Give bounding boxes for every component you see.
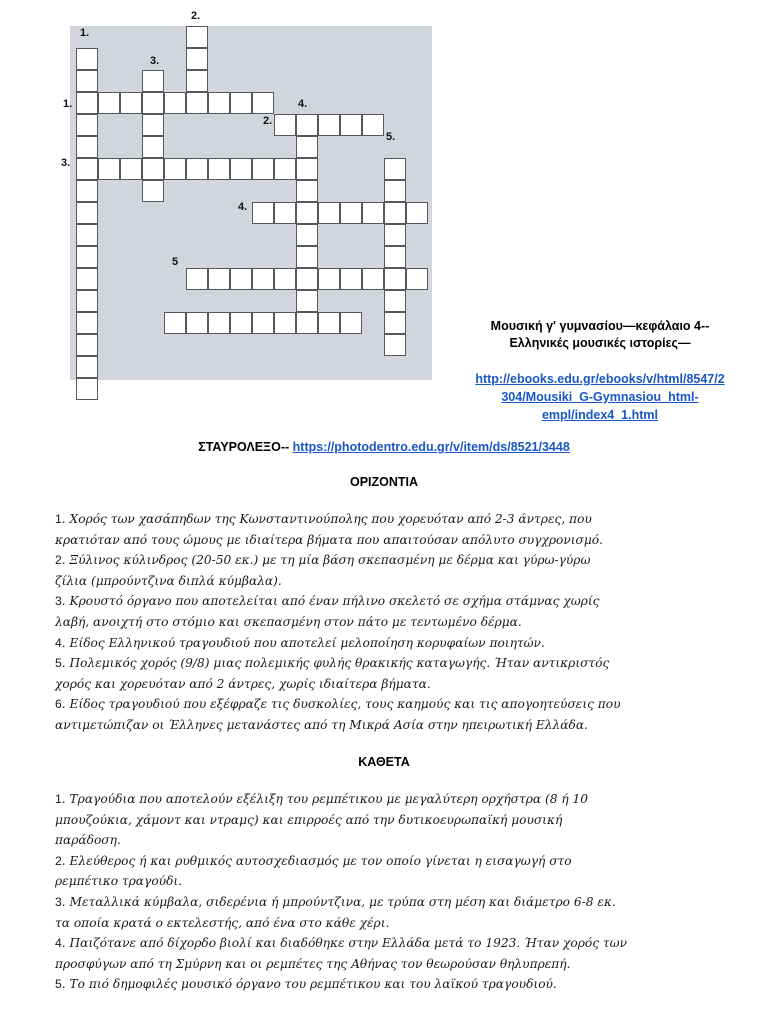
crossword-label: ΣΤΑΥΡΟΛΕΞΟ--	[198, 440, 290, 454]
vertical-clue-line	[55, 913, 755, 934]
crossword-cell[interactable]	[406, 202, 428, 224]
crossword-cell[interactable]	[296, 268, 318, 290]
crossword-cell[interactable]	[164, 92, 186, 114]
crossword-cell[interactable]	[186, 70, 208, 92]
vertical-clue-line	[55, 871, 755, 892]
crossword-cell[interactable]	[318, 202, 340, 224]
horizontal-heading: ΟΡΙΖΟΝΤΙΑ	[349, 475, 419, 489]
vertical-clue-line	[55, 892, 755, 913]
crossword-cell[interactable]	[186, 268, 208, 290]
vertical-clue-text: προσφύγων από τη Σμύρνη και οι ρεμπέτες της Αθήνας τον θεωρούσαν θηλυπρεπή.	[55, 956, 571, 971]
crossword-cell[interactable]	[230, 312, 252, 334]
vertical-clue-line	[55, 851, 755, 872]
crossword-cell[interactable]	[142, 70, 164, 92]
crossword-cell[interactable]	[142, 136, 164, 158]
clue-number-vertical-4: 4.	[298, 98, 308, 110]
vertical-clue-text: τα οποία κρατά ο εκτελεστής, από ένα στο κάθε χέρι.	[55, 915, 390, 930]
horizontal-clue-text: ζίλια (μπρούντζινα διπλά κύμβαλα).	[55, 573, 282, 588]
crossword-cell[interactable]	[274, 114, 296, 136]
ebook-link-line[interactable]: empl/index4_1.html	[541, 408, 658, 422]
crossword-cell[interactable]	[76, 114, 98, 136]
crossword-cell[interactable]	[230, 92, 252, 114]
horizontal-clue-number: 3	[55, 594, 62, 609]
horizontal-clue-line	[55, 591, 755, 612]
vertical-heading: ΚΑΘΕΤΑ	[358, 755, 410, 769]
crossword-cell[interactable]	[384, 312, 406, 334]
crossword-cell[interactable]	[164, 312, 186, 334]
crossword-cell[interactable]	[164, 158, 186, 180]
crossword-cell[interactable]	[76, 48, 98, 70]
chapter-title-line: Μουσική γ' γυμνασίου—κεφάλαιο 4--	[490, 319, 710, 333]
vertical-clue-line	[55, 954, 755, 975]
horizontal-clue-line	[55, 633, 755, 654]
vertical-clue-number: 4	[55, 936, 62, 951]
vertical-clue-text: . Μεταλλικά κύμβαλα, σιδερένια ή μπρούντζινα, με τρύπα στη μέση και διάμετρο 6-8 εκ.	[61, 894, 616, 909]
crossword-cell[interactable]	[318, 268, 340, 290]
photodentro-link[interactable]: https://photodentro.edu.gr/v/item/ds/8521/3448	[292, 440, 570, 454]
crossword-cell[interactable]	[142, 92, 164, 114]
crossword-cell[interactable]	[384, 246, 406, 268]
ebook-link-line[interactable]: 304/Mousiki_G-Gymnasiou_html-	[501, 390, 699, 404]
crossword-cell[interactable]	[76, 136, 98, 158]
crossword-cell[interactable]	[340, 202, 362, 224]
crossword-cell[interactable]	[384, 290, 406, 312]
crossword-cell[interactable]	[76, 356, 98, 378]
horizontal-clue-text: . Πολεμικός χορός (9/8) μιας πολεμικής φυλής θρακικής καταγωγής. Ήταν αντικριστός	[61, 656, 610, 671]
vertical-clue-text: παράδοση.	[55, 833, 121, 848]
crossword-cell[interactable]	[274, 268, 296, 290]
crossword-cell[interactable]	[76, 246, 98, 268]
chapter-title	[440, 318, 760, 352]
crossword-cell[interactable]	[76, 334, 98, 356]
crossword-cell[interactable]	[76, 312, 98, 334]
crossword-cell[interactable]	[318, 312, 340, 334]
crossword-cell[interactable]	[252, 202, 274, 224]
crossword-source-line	[0, 440, 768, 454]
vertical-clue-text: . Ελεύθερος ή και ρυθμικός αυτοσχεδιασμός με τον οποίο γίνεται η εισαγωγή στο	[61, 853, 572, 868]
clue-number-vertical-3: 3.	[150, 55, 160, 67]
crossword-cell[interactable]	[186, 48, 208, 70]
horizontal-clue-list	[55, 509, 755, 736]
vertical-clue-list	[55, 789, 755, 995]
crossword-cell[interactable]	[296, 224, 318, 246]
vertical-clue-text: . Τραγούδια που αποτελούν εξέλιξη του ρεμπέτικου με μεγαλύτερη ορχήστρα (8 ή 10	[61, 792, 589, 806]
horizontal-clue-line	[55, 509, 755, 530]
crossword-cell[interactable]	[384, 268, 406, 290]
clue-number-horizontal-2: 2.	[263, 115, 273, 127]
crossword-cell[interactable]	[362, 268, 384, 290]
crossword-cell[interactable]	[208, 158, 230, 180]
horizontal-clue-line	[55, 653, 755, 674]
crossword-cell[interactable]	[142, 114, 164, 136]
crossword-cell[interactable]	[76, 158, 98, 180]
horizontal-clue-text: . Είδος Ελληνικού τραγουδιού που αποτελεί μελοποίηση κορυφαίων ποιητών.	[61, 635, 545, 650]
horizontal-clue-line	[55, 612, 755, 633]
crossword-cell[interactable]	[362, 114, 384, 136]
vertical-clue-text: μπουζούκια, χάμοντ και ντραμς) και επιρροές από την δυτικοευρωπαϊκή μουσική	[55, 812, 563, 827]
crossword-cell[interactable]	[296, 290, 318, 312]
horizontal-clue-line	[55, 550, 755, 571]
vertical-clue-number: 1	[55, 792, 62, 806]
horizontal-clue-line	[55, 571, 755, 592]
vertical-clue-line	[55, 830, 755, 851]
horizontal-clue-text: . Χορός των χασάπηδων της Κωνσταντινούπολης που χορευόταν από 2-3 άντρες, που	[61, 512, 592, 526]
clue-number-vertical-1: 1.	[80, 27, 90, 39]
crossword-cell[interactable]	[274, 312, 296, 334]
crossword-cell[interactable]	[98, 92, 120, 114]
crossword-cell[interactable]	[252, 158, 274, 180]
horizontal-clue-line	[55, 715, 755, 736]
crossword-cell[interactable]	[340, 114, 362, 136]
vertical-clue-number: 5	[55, 977, 62, 992]
horizontal-clue-text: λαβή, ανοιχτή στο στόμιο και σκεπασμένη στον πάτο με τεντωμένο δέρμα.	[55, 614, 522, 629]
vertical-clue-number: 3	[55, 894, 62, 909]
crossword-cell[interactable]	[384, 224, 406, 246]
crossword-cell[interactable]	[142, 158, 164, 180]
crossword-cell[interactable]	[384, 158, 406, 180]
crossword-cell[interactable]	[406, 268, 428, 290]
vertical-clue-line	[55, 933, 755, 954]
horizontal-clue-number: 2	[55, 553, 62, 568]
crossword-cell[interactable]	[186, 158, 208, 180]
crossword-cell[interactable]	[296, 246, 318, 268]
crossword-cell[interactable]	[296, 312, 318, 334]
crossword-cell[interactable]	[274, 158, 296, 180]
crossword-cell[interactable]	[142, 180, 164, 202]
clue-number-horizontal-1: 1.	[63, 98, 73, 110]
ebook-link-line[interactable]: http://ebooks.edu.gr/ebooks/v/html/8547/2	[475, 372, 725, 386]
clue-number-vertical-2: 2.	[191, 10, 201, 22]
crossword-cell[interactable]	[230, 158, 252, 180]
crossword-cell[interactable]	[296, 158, 318, 180]
crossword-cell[interactable]	[76, 268, 98, 290]
vertical-clue-line	[55, 789, 755, 810]
crossword-cell[interactable]	[76, 92, 98, 114]
horizontal-clue-text: χορός και χορευόταν από 2 άντρες, χωρίς ιδιαίτερα βήματα.	[55, 676, 431, 691]
crossword-cell[interactable]	[76, 290, 98, 312]
crossword-cell[interactable]	[230, 268, 252, 290]
vertical-clue-text: . Το πιό δημοφιλές μουσικό όργανο του ρεμπέτικου και του λαϊκού τραγουδιού.	[61, 977, 557, 992]
crossword-cell[interactable]	[296, 180, 318, 202]
clue-number-horizontal-4: 4.	[238, 201, 248, 213]
vertical-clue-text: ρεμπέτικο τραγούδι.	[55, 874, 183, 889]
horizontal-clue-text: αντιμετώπιζαν οι Έλληνες μετανάστες από τη Μικρά Ασία στην ηπειρωτική Ελλάδα.	[55, 717, 588, 732]
vertical-clue-text: . Παιζότανε από δίχορδο βιολί και διαδόθηκε στην Ελλάδα μετά το 1923. Ήταν χορός των	[61, 936, 628, 951]
crossword-cell[interactable]	[120, 158, 142, 180]
ebook-link[interactable]	[440, 370, 760, 424]
crossword-cell[interactable]	[186, 312, 208, 334]
crossword-cell[interactable]	[318, 114, 340, 136]
clue-number-horizontal-3: 3.	[61, 157, 71, 169]
crossword-cell[interactable]	[98, 158, 120, 180]
crossword-cell[interactable]	[252, 312, 274, 334]
horizontal-clue-text: . Είδος τραγουδιού που εξέφραζε τις δυσκολίες, τους καημούς και τις απογοητεύσεις που	[61, 697, 621, 712]
crossword-cell[interactable]	[384, 334, 406, 356]
horizontal-clue-text: . Κρουστό όργανο που αποτελείται από έναν πήλινο σκελετό σε σχήμα στάμνας χωρίς	[61, 594, 600, 609]
clue-number-horizontal-5: 5	[172, 256, 179, 268]
crossword-cell[interactable]	[340, 268, 362, 290]
crossword-cell[interactable]	[274, 202, 296, 224]
horizontal-clue-line	[55, 694, 755, 715]
horizontal-clue-line	[55, 530, 755, 551]
crossword-cell[interactable]	[76, 202, 98, 224]
crossword-cell[interactable]	[76, 378, 98, 400]
crossword-cell[interactable]	[186, 92, 208, 114]
vertical-clue-line	[55, 810, 755, 831]
crossword-cell[interactable]	[252, 92, 274, 114]
crossword-cell[interactable]	[296, 114, 318, 136]
crossword-cell[interactable]	[208, 92, 230, 114]
vertical-clue-line	[55, 974, 755, 995]
crossword-cell[interactable]	[76, 70, 98, 92]
chapter-title-line: Ελληνικές μουσικές ιστορίες—	[509, 336, 691, 350]
crossword-cell[interactable]	[362, 202, 384, 224]
crossword-cell[interactable]	[296, 136, 318, 158]
crossword-cell[interactable]	[120, 92, 142, 114]
crossword-cell[interactable]	[384, 202, 406, 224]
vertical-clue-number: 2	[55, 853, 62, 868]
crossword-cell[interactable]	[208, 312, 230, 334]
crossword-cell[interactable]	[208, 268, 230, 290]
crossword-cell[interactable]	[186, 26, 208, 48]
crossword-cell[interactable]	[340, 312, 362, 334]
crossword-cell[interactable]	[252, 268, 274, 290]
horizontal-clue-line	[55, 674, 755, 695]
horizontal-clue-number: 4	[55, 635, 62, 650]
crossword-cell[interactable]	[384, 180, 406, 202]
horizontal-clue-number: 1	[55, 512, 62, 526]
horizontal-clue-number: 6	[55, 697, 62, 712]
crossword-cell[interactable]	[296, 202, 318, 224]
horizontal-clue-text: κρατιόταν από τους ώμους με ιδιαίτερα βήματα που απαιτούσαν απόλυτο συγχρονισμό.	[55, 532, 603, 547]
horizontal-clue-number: 5	[55, 656, 62, 671]
clue-number-vertical-5: 5.	[386, 131, 396, 143]
crossword-cell[interactable]	[76, 224, 98, 246]
crossword-cell[interactable]	[76, 180, 98, 202]
horizontal-clue-text: . Ξύλινος κύλινδρος (20-50 εκ.) με τη μία βάση σκεπασμένη με δέρμα και γύρω-γύρω	[61, 553, 591, 568]
